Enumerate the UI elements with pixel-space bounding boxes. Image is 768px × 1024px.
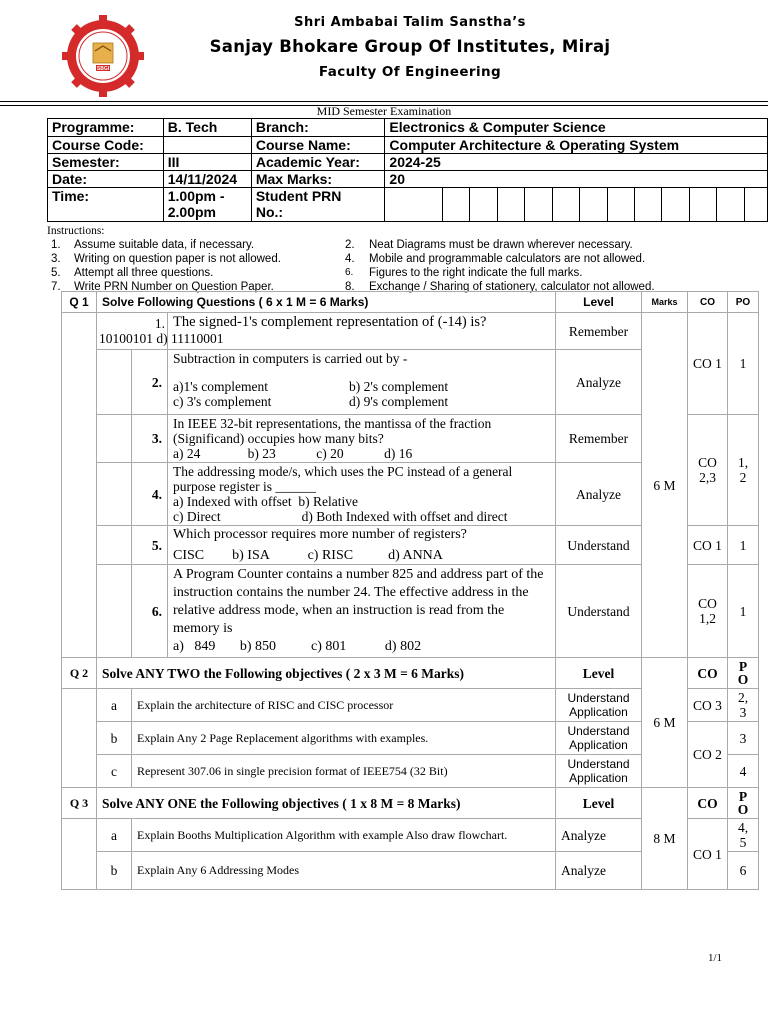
prn-box[interactable] xyxy=(525,188,552,222)
institute-logo xyxy=(62,15,144,97)
question-co: CO 1 xyxy=(688,313,728,415)
question-po: 1, 2 xyxy=(728,415,759,526)
question-options: a) 24 b) 23 c) 20 d) 16 xyxy=(173,446,413,461)
exam-title: MID Semester Examination xyxy=(316,104,452,118)
time-label: Time: xyxy=(48,188,164,222)
q2-number: Q 2 xyxy=(62,658,97,689)
co-header: CO xyxy=(688,658,728,689)
question-letter: a xyxy=(97,819,132,852)
course-code-label: Course Code: xyxy=(48,137,164,154)
question-po: 6 xyxy=(728,852,759,890)
question-number: 4. xyxy=(132,463,168,526)
faculty-name: Faculty Of Engineering xyxy=(318,64,502,80)
question-text: Explain Any 6 Addressing Modes xyxy=(132,852,556,890)
instruction-item: Write PRN Number on Question Paper. xyxy=(74,281,274,293)
question-level: Analyze xyxy=(556,463,642,526)
instruction-item: Attempt all three questions. xyxy=(74,267,214,279)
question-level: Understand xyxy=(556,565,642,658)
programme-label: Programme: xyxy=(48,119,164,137)
instruction-item: Assume suitable data, if necessary. xyxy=(74,239,255,251)
max-marks-value: 20 xyxy=(385,171,768,188)
academic-year-value: 2024-25 xyxy=(385,154,768,171)
q3-title: Solve ANY ONE the Following objectives ( 1 x 8 M = 8 Marks) xyxy=(97,788,556,819)
page-number: 1/1 xyxy=(708,952,723,964)
course-name-label: Course Name: xyxy=(251,137,385,154)
prn-box[interactable] xyxy=(635,188,662,222)
prn-box[interactable] xyxy=(580,188,607,222)
instructions: Instructions: 1. Assume suitable data, if necessary. 2. Neat Diagrams must be drawn wherever necessary. 3. Writing on question paper is not allowed. 4. Mobile and programmable calculators are not allowed. 5. Attempt all three questions. 6. Figures to the right indicate the full marks. 7. Write PRN Number on Question Paper. 8. Exchange / Sharing of stationery, calculator not allowed. xyxy=(47,224,747,294)
question-number: 2. xyxy=(132,350,168,415)
co-header: CO xyxy=(688,788,728,819)
max-marks-label: Max Marks: xyxy=(251,171,385,188)
question-level: Analyze xyxy=(556,819,642,852)
question-letter: b xyxy=(97,852,132,890)
instruction-item: Exchange / Sharing of stationery, calculator not allowed. xyxy=(369,281,655,293)
question-text: In IEEE 32-bit representations, the mantissa of the fraction (Significand) occupies how many bits? xyxy=(173,416,492,446)
prn-box[interactable] xyxy=(717,188,744,222)
question-level: Understand Application xyxy=(556,689,642,722)
question-row xyxy=(62,313,759,350)
question-letter: b xyxy=(97,722,132,755)
institute-name: Sanjay Bhokare Group Of Institutes, Miraj xyxy=(209,37,611,56)
prn-box[interactable] xyxy=(744,188,767,222)
co-header: CO xyxy=(688,292,728,313)
prn-box[interactable] xyxy=(607,188,634,222)
time-value: 1.00pm - 2.00pm xyxy=(163,188,251,222)
question-text: Explain Booths Multiplication Algorithm with example Also draw flowchart. xyxy=(132,819,556,852)
question-letter: a xyxy=(97,689,132,722)
question-level: Remember xyxy=(556,415,642,463)
po-header: P O xyxy=(728,788,759,819)
question-po: 3 xyxy=(728,722,759,755)
prn-box[interactable] xyxy=(497,188,524,222)
question-table xyxy=(61,291,759,890)
q2-title: Solve ANY TWO the Following objectives ( 2 x 3 M = 6 Marks) xyxy=(97,658,556,689)
question-number: 1. 10100101 d) 11110001 xyxy=(97,313,168,350)
q3-number: Q 3 xyxy=(62,788,97,819)
question-po: 1 xyxy=(728,313,759,415)
question-cell xyxy=(168,526,556,565)
po-header: P O xyxy=(728,658,759,689)
course-name-value: Computer Architecture & Operating System xyxy=(385,137,768,154)
question-co: CO 1 xyxy=(688,819,728,890)
q1-title: Solve Following Questions ( 6 x 1 M = 6 Marks) xyxy=(97,292,556,313)
course-code-value xyxy=(163,137,251,154)
question-po: 4, 5 xyxy=(728,819,759,852)
question-number: 3. xyxy=(132,415,168,463)
question-number: 6. xyxy=(132,565,168,658)
semester-label: Semester: xyxy=(48,154,164,171)
question-co: CO 1 xyxy=(688,526,728,565)
prn-box[interactable] xyxy=(442,188,469,222)
date-value: 14/11/2024 xyxy=(163,171,251,188)
prn-label: Student PRN No.: xyxy=(251,188,385,222)
question-level: Understand xyxy=(556,526,642,565)
question-cell xyxy=(168,463,556,526)
question-level: Understand Application xyxy=(556,722,642,755)
question-level: Understand Application xyxy=(556,755,642,788)
marks-header: Marks xyxy=(642,292,688,313)
level-header: Level xyxy=(556,292,642,313)
exam-info-table xyxy=(47,118,768,222)
programme-value: B. Tech xyxy=(163,119,251,137)
question-level: Analyze xyxy=(556,350,642,415)
question-co: CO 2,3 xyxy=(688,415,728,526)
question-po: 1 xyxy=(728,526,759,565)
date-label: Date: xyxy=(48,171,164,188)
question-po: 1 xyxy=(728,565,759,658)
question-text: The signed-1's complement representation of (-14) is? xyxy=(168,313,556,350)
question-text: Explain the architecture of RISC and CISC processor xyxy=(132,689,556,722)
q1-number: Q 1 xyxy=(62,292,97,313)
header-rule xyxy=(0,101,768,102)
question-letter: c xyxy=(97,755,132,788)
instruction-item: Neat Diagrams must be drawn wherever necessary. xyxy=(369,239,633,251)
prn-box[interactable] xyxy=(552,188,579,222)
instructions-heading: Instructions: xyxy=(47,225,105,237)
question-number: 5. xyxy=(132,526,168,565)
question-options: a) 849 b) 850 c) 801 d) 802 xyxy=(173,639,422,654)
logo-text: SBGI xyxy=(96,66,110,72)
question-options: a)1's complement b) 2's complement c) 3's complement d) 9's complement xyxy=(173,379,449,409)
prn-box[interactable] xyxy=(662,188,689,222)
prn-box[interactable] xyxy=(385,188,442,222)
trust-name: Shri Ambabai Talim Sanstha’s xyxy=(294,15,526,30)
branch-value: Electronics & Computer Science xyxy=(385,119,768,137)
question-po: 4 xyxy=(728,755,759,788)
question-co: CO 2 xyxy=(688,722,728,788)
instruction-item: Mobile and programmable calculators are not allowed. xyxy=(369,253,646,265)
q2-marks: 6 M xyxy=(642,658,688,788)
question-text: Represent 307.06 in single precision format of IEEE754 (32 Bit) xyxy=(132,755,556,788)
q1-marks: 6 M xyxy=(642,313,688,658)
question-cell xyxy=(168,415,556,463)
semester-value: III xyxy=(163,154,251,171)
instruction-item: Figures to the right indicate the full marks. xyxy=(369,267,583,279)
prn-box[interactable] xyxy=(470,188,497,222)
question-options: 10100101 d) 11110001 xyxy=(99,331,224,346)
academic-year-label: Academic Year: xyxy=(251,154,385,171)
question-text: Which processor requires more number of registers? xyxy=(173,527,467,542)
question-po: 2, 3 xyxy=(728,689,759,722)
level-header: Level xyxy=(556,658,642,689)
question-text: The addressing mode/s, which uses the PC instead of a general purpose register is ______ xyxy=(173,464,513,494)
po-header: PO xyxy=(728,292,759,313)
q3-marks: 8 M xyxy=(642,788,688,890)
question-co: CO 3 xyxy=(688,689,728,722)
question-options: CISC b) ISA c) RISC d) ANNA xyxy=(173,548,443,563)
question-text: Explain Any 2 Page Replacement algorithms with examples. xyxy=(132,722,556,755)
level-header: Level xyxy=(556,788,642,819)
question-text: A Program Counter contains a number 825 and address part of the instruction contains the number 24. The effective address in the relative address mode, when an instruction is read from the memory is xyxy=(173,567,544,636)
question-level: Remember xyxy=(556,313,642,350)
question-level: Analyze xyxy=(556,852,642,890)
question-cell xyxy=(168,565,556,658)
branch-label: Branch: xyxy=(251,119,385,137)
question-options: a) Indexed with offset b) Relative c) Direct d) Both Indexed with offset and direct xyxy=(173,494,508,524)
question-cell xyxy=(168,350,556,415)
question-co: CO 1,2 xyxy=(688,565,728,658)
question-text: Subtraction in computers is carried out by - xyxy=(173,351,408,366)
prn-box[interactable] xyxy=(689,188,716,222)
instruction-item: Writing on question paper is not allowed. xyxy=(74,253,281,265)
